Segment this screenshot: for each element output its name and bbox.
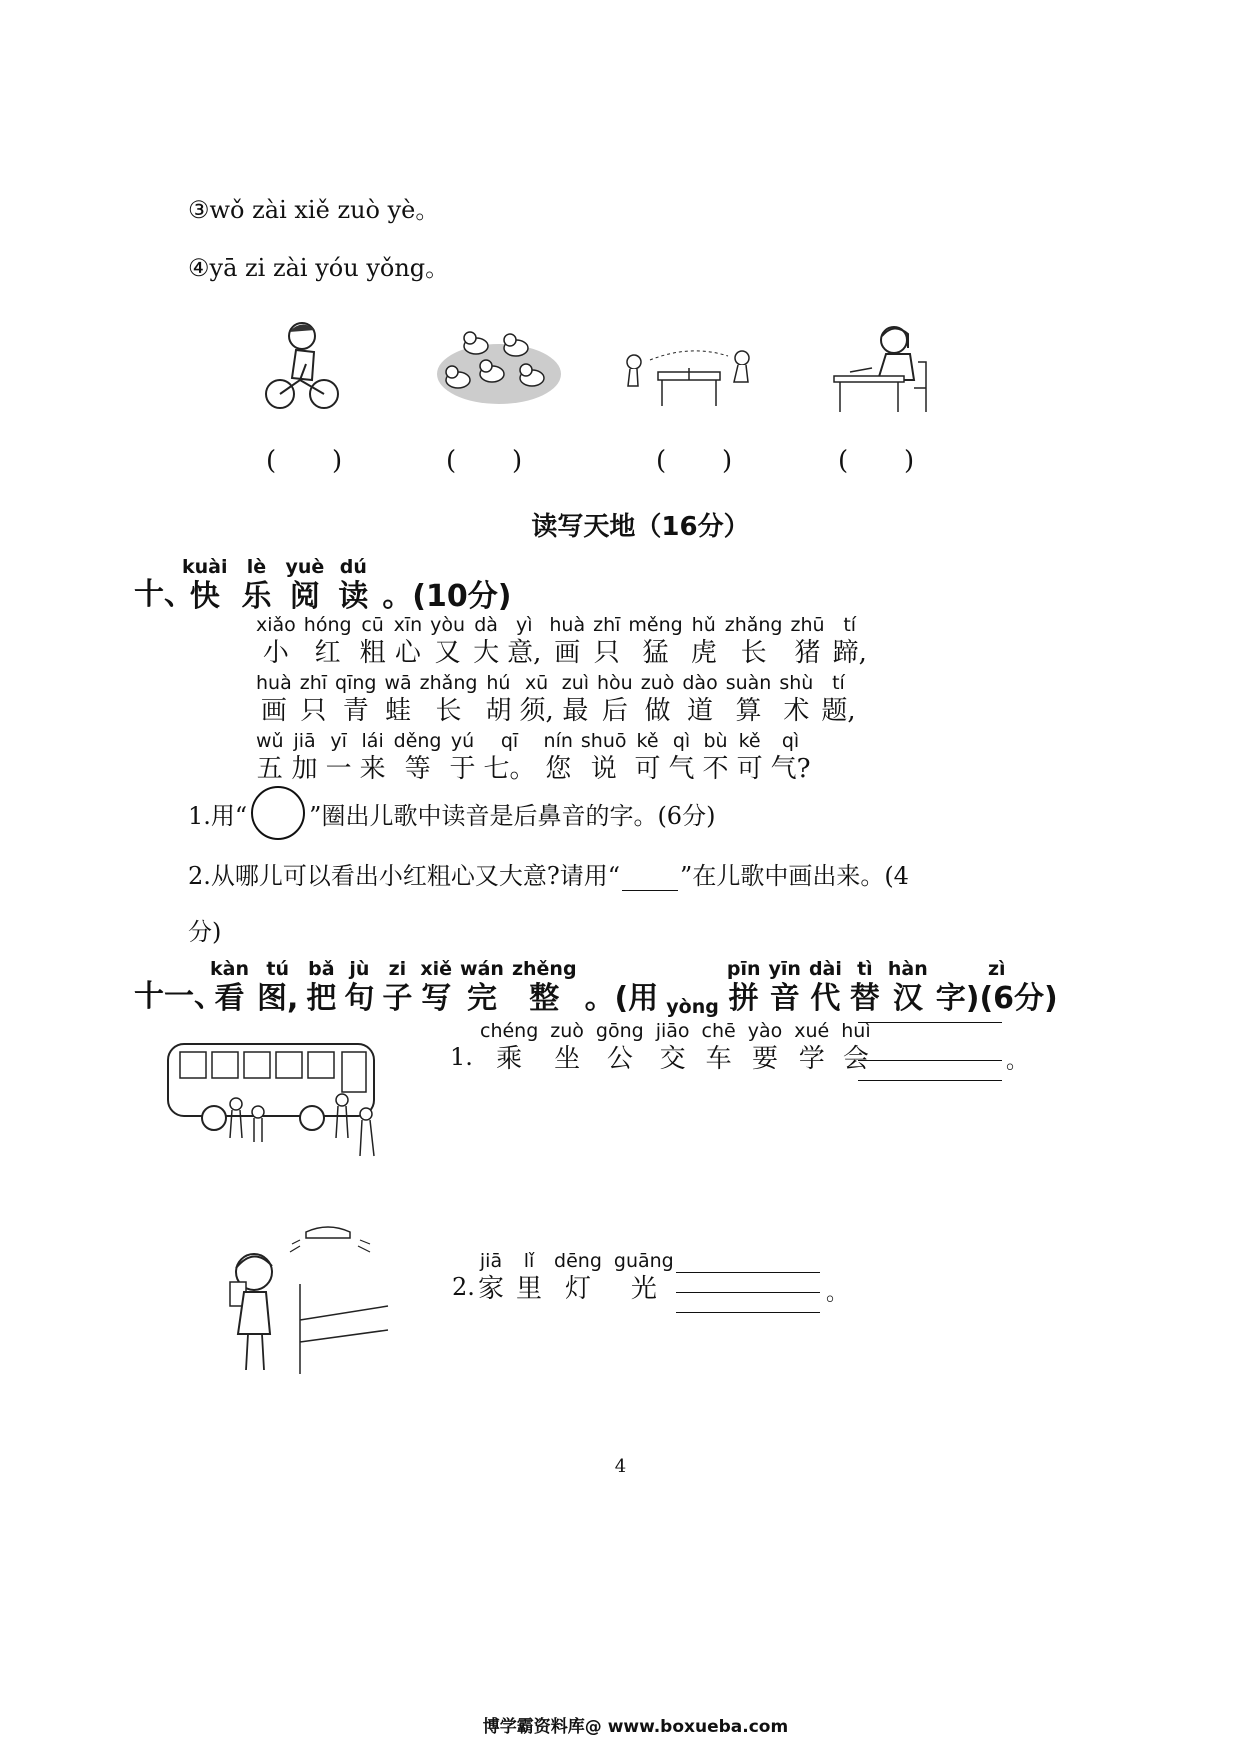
poem-hanzi: 蹄, [832, 638, 867, 668]
poem-pinyin: lái [361, 730, 384, 752]
q11-heading-pinyin: tì [857, 958, 873, 980]
poem-pinyin: děng [393, 730, 442, 752]
q11-heading-hanzi: 完 [467, 981, 497, 1016]
q11-heading-hanzi: 句 [344, 981, 375, 1016]
q11-heading-cell [888, 958, 928, 1018]
q10-heading [182, 556, 525, 616]
poem-cell [335, 672, 376, 728]
girl-homework-illustration [826, 318, 938, 414]
q11-1-pinyin: zuò [550, 1020, 584, 1042]
q11-heading-pinyin: pīn [726, 958, 761, 980]
boy-cycling-illustration [262, 318, 342, 414]
poem-cell [519, 672, 553, 728]
q11-heading-hanzi: 拼 [728, 981, 759, 1016]
poem-hanzi: 红 [314, 638, 341, 668]
poem-pinyin: cū [361, 614, 384, 636]
q11-1-hanzi: 车 [705, 1044, 732, 1074]
q11-2-pinyin: dēng [554, 1250, 602, 1272]
q11-heading-hanzi: 。(用 [584, 981, 659, 1016]
q11-heading-hanzi: 整 [529, 981, 560, 1016]
q11-heading-pinyin: zi [388, 958, 407, 980]
poem-hanzi: 一 [325, 754, 352, 784]
poem-hanzi: 气 [668, 754, 695, 784]
poem-cell [821, 672, 855, 728]
poem-pinyin: yī [330, 730, 347, 752]
poem-pinyin: zuò [640, 672, 675, 694]
poem-cell [669, 730, 695, 786]
q11-1-cell [841, 1020, 870, 1076]
poem-pinyin: bù [703, 730, 728, 752]
poem-pinyin: wā [384, 672, 412, 694]
poem-cell [691, 614, 717, 670]
poem-pinyin: zuì [561, 672, 590, 694]
ducks-swimming-illustration [434, 322, 564, 408]
poem-cell [256, 672, 292, 728]
poem-hanzi: 虎 [690, 638, 717, 668]
q11-2-blank-2[interactable] [676, 1292, 820, 1293]
q11-1-cell [794, 1020, 829, 1076]
poem-hanzi: 画 [260, 696, 287, 726]
poem-cell [635, 730, 661, 786]
q11-heading-pinyin: xiě [420, 958, 453, 980]
answer-paren-2-open: ( [446, 446, 457, 476]
poem-hanzi: 题, [821, 696, 856, 726]
poem-hanzi: 大 [473, 638, 500, 668]
q11-heading-cell [420, 958, 452, 1018]
q11-1-hanzi: 要 [751, 1044, 778, 1074]
poem-cell [549, 614, 585, 670]
q11-2-cell [554, 1250, 602, 1306]
poem-cell [304, 614, 352, 670]
q10-2-cont: 分) [188, 918, 222, 946]
q11-2-end: 。 [826, 1281, 849, 1306]
poem-hanzi: 只 [300, 696, 327, 726]
poem-pinyin: qīng [335, 672, 377, 694]
q11-1-end: 。 [1006, 1049, 1029, 1074]
q11-1-pinyin: chē [701, 1020, 736, 1042]
q11-heading-hanzi: 看 [214, 981, 245, 1016]
poem-pinyin: shù [779, 672, 814, 694]
poem-pinyin: hú [486, 672, 511, 694]
poem-pinyin: suàn [725, 672, 772, 694]
q11-2-cell [478, 1250, 504, 1306]
q10-number: 十、 [134, 577, 194, 612]
q11-2-hanzi: 光 [630, 1274, 657, 1304]
q11-2-pinyin: jiā [479, 1250, 503, 1272]
q10-1 [188, 786, 715, 840]
q11-1-blank-3[interactable] [858, 1080, 1002, 1081]
poem-hanzi: 七。 [483, 754, 536, 784]
poem-pinyin: qì [781, 730, 800, 752]
poem-cell [593, 614, 620, 670]
q11-heading-cell [936, 958, 1058, 1018]
poem-hanzi: 只 [593, 638, 620, 668]
poem-hanzi: 术 [783, 696, 810, 726]
poem-hanzi: 画 [554, 638, 581, 668]
bus-illustration [162, 1038, 398, 1166]
q11-heading-hanzi: 把 [306, 981, 337, 1016]
poem-cell [544, 730, 573, 786]
q11-1-cell [748, 1020, 783, 1076]
poem-pinyin: yú [450, 730, 475, 752]
poem-line-2 [256, 672, 864, 728]
q11-heading-cell [512, 958, 577, 1018]
q11-1-cell [480, 1020, 538, 1076]
q10-heading-pinyin: yuè [285, 556, 325, 578]
answer-paren-1-open: ( [266, 446, 277, 476]
poem-pinyin: tí [832, 672, 845, 694]
q10-heading-cell [286, 556, 325, 616]
answer-paren-4-open: ( [838, 446, 849, 476]
q10-heading-cell [382, 578, 511, 616]
q10-2 [188, 856, 909, 891]
q11-2-pinyin: lǐ [523, 1250, 535, 1272]
poem-pinyin: xiǎo [256, 614, 296, 636]
page-number: 4 [614, 1456, 627, 1477]
poem-pinyin: kě [636, 730, 659, 752]
poem-cell [641, 672, 675, 728]
poem-pinyin: hòu [597, 672, 633, 694]
poem-cell [581, 730, 627, 786]
poem-pinyin: zhī [593, 614, 621, 636]
q11-2-blank-3[interactable] [676, 1312, 820, 1313]
q11-heading-cell [344, 958, 374, 1018]
poem-hanzi: 算 [735, 696, 762, 726]
q11-heading-pinyin: zì [987, 958, 1006, 980]
poem-pinyin: tí [843, 614, 857, 636]
q11-1-pinyin: chéng [480, 1020, 539, 1042]
poem-cell [628, 614, 682, 670]
poem-pinyin: jiā [293, 730, 316, 752]
q11-2-hanzi: 家 [478, 1274, 505, 1304]
q11-1-blank-2[interactable] [858, 1060, 1002, 1061]
q11-heading-hanzi: 字)(6分) [935, 981, 1058, 1016]
q11-2-number: 2. [452, 1273, 475, 1301]
q10-heading-hanzi: 。(10分) [382, 579, 512, 614]
q10-heading-hanzi: 乐 [241, 579, 272, 614]
q11-1-cell [550, 1020, 584, 1076]
poem-cell [430, 614, 465, 670]
poem-hanzi: 可 [736, 754, 763, 784]
poem-hanzi: 长 [740, 638, 767, 668]
q11-heading-cell [769, 958, 801, 1018]
sentence-4: ④yā zi zài yóu yǒng。 [188, 254, 450, 282]
q11-1-blank-1[interactable] [858, 1022, 1002, 1023]
circle-symbol-icon [251, 786, 305, 840]
q11-heading-hanzi: 代 [810, 981, 841, 1016]
q11-number: 十一、 [134, 979, 224, 1014]
poem-pinyin: shuō [580, 730, 627, 752]
q11-heading-pinyin: kàn [210, 958, 249, 980]
poem-line-1 [256, 614, 875, 670]
footer-watermark: 博学霸资料库@ www.boxueba.com [482, 1717, 789, 1737]
poem-hanzi: 长 [435, 696, 462, 726]
poem-cell [725, 614, 783, 670]
q11-heading-pinyin: jù [349, 958, 370, 980]
poem-pinyin: hóng [303, 614, 352, 636]
q11-1-pinyin: gōng [595, 1020, 644, 1042]
poem-hanzi: 又 [434, 638, 461, 668]
q11-heading-cell [306, 958, 336, 1018]
poem-cell [292, 730, 318, 786]
q11-heading-pinyin: yīn [768, 958, 801, 980]
poem-cell [771, 730, 811, 786]
q11-1-hanzi: 公 [606, 1044, 633, 1074]
q11-1-pinyin: huì [841, 1020, 871, 1042]
q10-1-post: ”圈出儿歌中读音是后鼻音的字。(6分) [309, 801, 716, 830]
poem-hanzi: 来 [359, 754, 386, 784]
poem-cell [597, 672, 633, 728]
q11-heading-cell [666, 996, 719, 1018]
q11-1-hanzi: 学 [798, 1044, 825, 1074]
poem-hanzi: 心 [394, 638, 421, 668]
poem-pinyin: xū [524, 672, 549, 694]
q11-heading-cell [210, 958, 249, 1018]
q11-1-hanzi: 会 [842, 1044, 869, 1074]
poem-hanzi: 您 [545, 754, 572, 784]
answer-paren-1-close: ) [332, 446, 343, 476]
q11-heading-hanzi: 汉 [892, 981, 923, 1016]
poem-hanzi: 做 [644, 696, 671, 726]
answer-paren-4-close: ) [904, 446, 915, 476]
girl-lamp-illustration [200, 1224, 390, 1374]
poem-cell [507, 614, 541, 670]
poem-pinyin: dào [682, 672, 718, 694]
q11-heading-pinyin: zhěng [511, 958, 577, 980]
q11-heading-cell [257, 958, 298, 1018]
q10-1-pre: 1.用“ [188, 801, 248, 830]
poem-hanzi: 青 [342, 696, 369, 726]
poem-hanzi: 意, [507, 638, 542, 668]
poem-hanzi: 可 [634, 754, 661, 784]
poem-hanzi: 加 [291, 754, 318, 784]
q11-heading-hanzi: 图, [256, 981, 299, 1016]
poem-pinyin: wǔ [256, 730, 284, 752]
poem-cell [779, 672, 813, 728]
q11-heading-hanzi: 子 [382, 981, 413, 1016]
poem-hanzi: 须, [519, 696, 554, 726]
q11-heading-hanzi: 写 [421, 981, 452, 1016]
q10-heading-hanzi: 快 [189, 579, 220, 614]
q11-1-number: 1. [450, 1043, 473, 1071]
q11-1-cell [702, 1020, 736, 1076]
poem-line-3 [256, 730, 819, 786]
poem-pinyin: zhǎng [724, 614, 783, 636]
poem-cell [682, 672, 717, 728]
poem-cell [300, 672, 327, 728]
poem-hanzi: 说 [590, 754, 617, 784]
q11-1-sentence [480, 1020, 883, 1076]
poem-cell [256, 614, 296, 670]
q10-heading-hanzi: 阅 [289, 579, 320, 614]
q11-2-hanzi: 里 [516, 1274, 543, 1304]
poem-cell [485, 672, 511, 728]
poem-cell [326, 730, 352, 786]
q11-heading-cell [850, 958, 880, 1018]
q11-heading-pinyin: yòng [666, 996, 719, 1018]
q11-2-blank-1[interactable] [676, 1272, 820, 1273]
poem-hanzi: 粗 [359, 638, 386, 668]
animals-table-tennis-illustration [622, 342, 758, 412]
q11-heading-pinyin: tú [266, 958, 289, 980]
poem-pinyin: kě [738, 730, 761, 752]
poem-cell [360, 614, 386, 670]
poem-cell [737, 730, 763, 786]
q10-2-pre: 2.从哪儿可以看出小红粗心又大意?请用“ [188, 862, 621, 890]
poem-hanzi: 胡 [485, 696, 512, 726]
poem-cell [484, 730, 536, 786]
q11-1-cell [596, 1020, 644, 1076]
q11-heading-hanzi: 替 [849, 981, 880, 1016]
poem-pinyin: zhī [299, 672, 328, 694]
underline-symbol-icon [622, 870, 678, 891]
poem-pinyin: měng [628, 614, 683, 636]
q11-heading-hanzi: 音 [769, 981, 800, 1016]
q11-2-pinyin: guāng [613, 1250, 674, 1272]
q11-2-sentence [478, 1250, 686, 1306]
q10-2-post: ”在儿歌中画出来。(4 [680, 862, 909, 890]
poem-cell [833, 614, 867, 670]
poem-cell [394, 730, 442, 786]
poem-hanzi: 等 [404, 754, 431, 784]
poem-pinyin: xīn [393, 614, 423, 636]
q11-1-hanzi: 交 [659, 1044, 686, 1074]
poem-pinyin: qì [672, 730, 691, 752]
poem-cell [473, 614, 499, 670]
q10-heading-pinyin: kuài [182, 556, 228, 578]
sentence-3: ③wǒ zài xiě zuò yè。 [188, 196, 440, 224]
poem-hanzi: 猛 [642, 638, 669, 668]
poem-cell [562, 672, 589, 728]
poem-cell [791, 614, 825, 670]
q11-2-hanzi: 灯 [564, 1274, 591, 1304]
q11-heading-pinyin: bǎ [308, 958, 335, 980]
q10-heading-hanzi: 读 [338, 579, 369, 614]
poem-cell [360, 730, 386, 786]
q11-heading-pinyin: dài [808, 958, 842, 980]
poem-hanzi: 小 [262, 638, 289, 668]
q11-heading-cell [585, 980, 659, 1018]
poem-cell [256, 730, 284, 786]
q11-1-pinyin: yào [747, 1020, 783, 1042]
q11-heading-cell [460, 958, 504, 1018]
q11-1-hanzi: 坐 [554, 1044, 581, 1074]
poem-hanzi: 五 [256, 754, 283, 784]
poem-hanzi: 于 [449, 754, 476, 784]
poem-hanzi: 后 [601, 696, 628, 726]
q11-heading-pinyin: wán [460, 958, 504, 980]
poem-pinyin: huà [549, 614, 586, 636]
poem-pinyin: nín [543, 730, 573, 752]
poem-hanzi: 猪 [794, 638, 821, 668]
section-title: 读写天地（16分） [531, 512, 750, 542]
q11-heading-cell [727, 958, 761, 1018]
poem-cell [450, 730, 476, 786]
poem-hanzi: 气? [770, 754, 811, 784]
answer-paren-2-close: ) [512, 446, 523, 476]
poem-pinyin: yì [515, 614, 533, 636]
poem-cell [420, 672, 478, 728]
poem-cell [394, 614, 423, 670]
poem-pinyin: zhǎng [419, 672, 478, 694]
poem-pinyin: huà [256, 672, 292, 694]
q11-heading-cell [809, 958, 842, 1018]
poem-pinyin: qī [500, 730, 519, 752]
poem-hanzi: 道 [687, 696, 714, 726]
poem-pinyin: hǔ [691, 614, 716, 636]
q11-2-cell [614, 1250, 674, 1306]
poem-pinyin: yòu [430, 614, 466, 636]
poem-pinyin: zhū [790, 614, 825, 636]
answer-paren-3-close: ) [722, 446, 733, 476]
poem-cell [726, 672, 772, 728]
q11-heading-pinyin: hàn [887, 958, 928, 980]
q10-heading-pinyin: dú [339, 556, 367, 578]
q11-heading [210, 958, 1066, 1018]
poem-cell [703, 730, 729, 786]
poem-hanzi: 最 [562, 696, 589, 726]
q11-1-hanzi: 乘 [496, 1044, 523, 1074]
q10-heading-cell [182, 556, 228, 616]
q10-heading-cell [242, 556, 272, 616]
q11-heading-cell [382, 958, 412, 1018]
q11-1-pinyin: xué [794, 1020, 830, 1042]
q11-2-cell [516, 1250, 542, 1306]
poem-cell [384, 672, 411, 728]
q11-1-pinyin: jiāo [655, 1020, 690, 1042]
answer-paren-3-open: ( [656, 446, 667, 476]
poem-hanzi: 蛙 [385, 696, 412, 726]
q10-heading-cell [338, 556, 368, 616]
poem-hanzi: 不 [702, 754, 729, 784]
poem-pinyin: dà [474, 614, 498, 636]
q11-1-cell [656, 1020, 690, 1076]
q10-heading-pinyin: lè [246, 556, 267, 578]
